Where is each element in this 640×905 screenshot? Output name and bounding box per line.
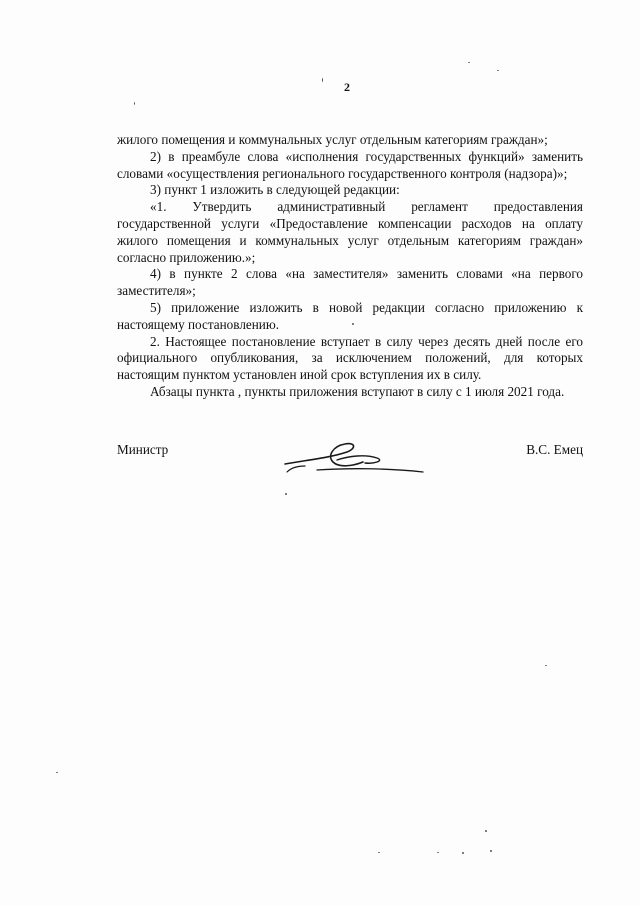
scan-speck (497, 70, 499, 71)
scan-speck (490, 850, 492, 852)
scan-speck (322, 78, 323, 82)
paragraph-quote: «1. Утвердить административный регламент предоставления государственной услуги «Предоставление компенсации расходов на оплату жилого помещения и коммунальных услуг отдельным категориям граждан» согласно приложению.»; (117, 199, 583, 265)
paragraph-item-3: 3) пункт 1 изложить в следующей редакции: (150, 182, 400, 198)
paragraph-item-2: 2) в преамбуле слова «исполнения государственных функций» заменить словами «осуществления регионального государственного контроля (надзора)»; (117, 148, 583, 181)
paragraph-item-5: 5) приложение изложить в новой редакции согласно приложению к настоящему постановлению. (117, 299, 583, 332)
scan-speck (352, 323, 354, 325)
paragraph-point-2: 2. Настоящее постановление вступает в силу через десять дней после его официального опубликования, за исключением положений, для которых настоящим пунктом установлен иной срок вступления их в силу. (117, 333, 583, 383)
scan-speck (378, 852, 380, 853)
document-body (117, 132, 583, 401)
scan-speck (437, 852, 439, 853)
scan-speck (134, 102, 135, 105)
page-number: 2 (344, 80, 350, 94)
handwritten-signature (277, 438, 427, 482)
scan-speck (468, 62, 470, 63)
signature-block (117, 438, 583, 488)
signer-title: Министр (117, 442, 169, 457)
paragraph-item-4: 4) в пункте 2 слова «на заместителя» заменить словами «на первого заместителя»; (117, 266, 583, 299)
scan-speck (462, 852, 464, 854)
paragraph-effective-date: Абзацы пункта , пункты приложения вступают в силу с 1 июля 2021 года. (150, 383, 565, 399)
paragraph-continuation: жилого помещения и коммунальных услуг отдельным категориям граждан»; (117, 132, 548, 147)
scan-speck (285, 493, 287, 495)
scan-speck (485, 830, 487, 832)
signer-name: В.С. Емец (526, 442, 583, 457)
scan-speck (56, 772, 58, 773)
scan-speck (545, 665, 547, 666)
